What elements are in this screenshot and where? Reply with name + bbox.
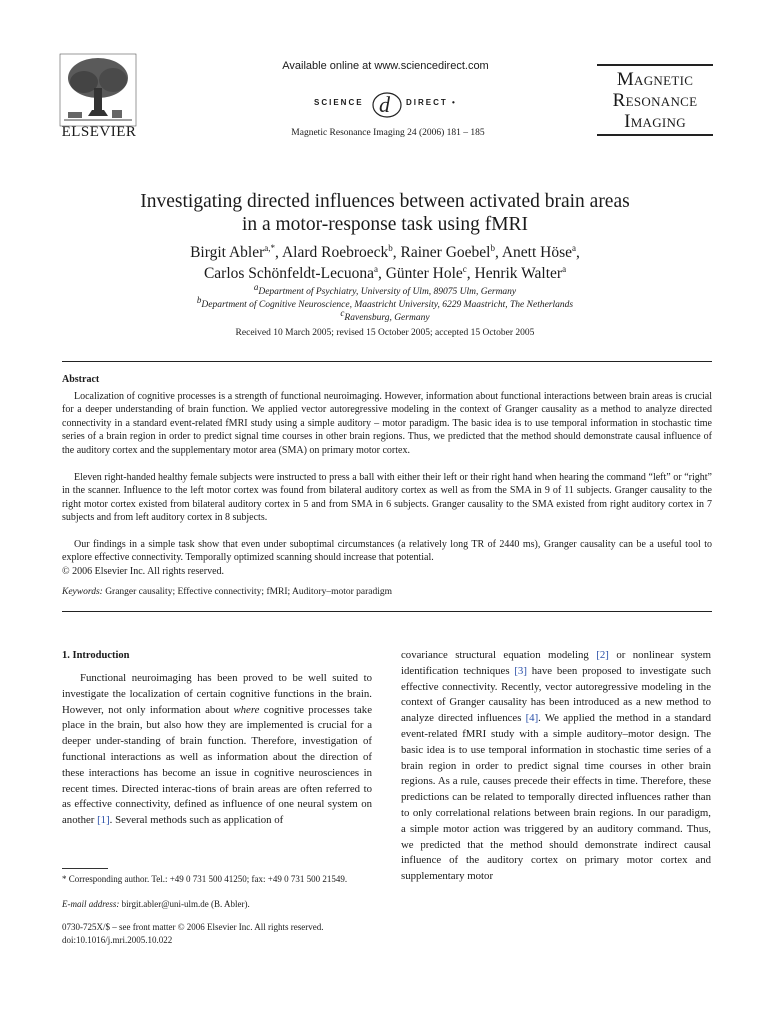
author-sup: a: [373, 263, 378, 274]
citation-link[interactable]: [4]: [525, 712, 539, 725]
author-sup: a: [562, 263, 567, 274]
affiliation: $^b$Department of Cognitive Neuroscience, Maastricht University, 6229 Maastricht, The Netherlands: [196, 294, 574, 310]
keywords-label: Keywords:: [62, 587, 103, 597]
intro-left-column: Functional neuroimaging has been proved to be well suited to investigate the localization of certain cognitive functions in the brain. However, not only information about where cognitive processes take place in the brain, but also how they are implemented is crucial for a deeper under-standing of brain function. Therefore, investigation of functional interactions as well as information about the direction of these interactions has become an issue in cognitive neurosciences in recent times. Directed interac-tions of brain areas are often referred to as effective connectivity, defined as influence of one neural system on another [1]. Several methods such as application of: [62, 672, 372, 827]
divider: [62, 361, 712, 362]
author-sup: c: [462, 263, 467, 274]
footnote-email: E-mail address: birgit.abler@uni-ulm.de (B. Abler).: [62, 899, 250, 909]
keywords-list: Granger causality; Effective connectivity; fMRI; Auditory–motor paradigm: [105, 587, 393, 597]
author-sup: b: [388, 242, 393, 253]
sciencedirect-logo[interactable]: [314, 88, 460, 120]
abstract-copyright: © 2006 Elsevier Inc. All rights reserved.: [62, 566, 225, 577]
sciencedirect-mark-icon: [370, 88, 404, 120]
journal-logo: [597, 64, 713, 136]
svg-text:d: d: [379, 92, 390, 117]
divider: [62, 611, 712, 612]
author-list: Birgit Abler$^{a,*}$, Alard Roebroeck$^b$, Rainer Goebel$^b$, Anett Höse$^a$, Carlos Schönfeldt-Lecuona$^a$, Günter Hole$^c$, Henrik Walter$^a$: [190, 242, 580, 282]
author-sup: a,*: [264, 242, 276, 253]
abstract-paragraph: Eleven right-handed healthy female subjects were instructed to press a ball with either their left or their right hand when hearing the command “left” or “right” in the scanner. Influence to the left motor cortex was found from bilateral auditory cortex as well as from the SMA in 9 of 11 subjects. Granger causality to the right motor cortex existed from bilateral auditory cortex in 5 and from SMA in 6 subjects. Granger causality to the SMA existed from right auditory cortex in 7 subjects and from left auditory cortex in 8 subjects.: [62, 472, 712, 524]
citation-link[interactable]: [2]: [596, 649, 609, 661]
abstract-paragraph: Our findings in a simple task show that even under suboptimal circumstances (a relatively long TR of 2440 ms), Granger causality can be a useful tool to explore effective connectivity. Temporally optimized scanning should increase that potential.: [62, 539, 712, 564]
available-online-link[interactable]: Available online at www.sciencedirect.com: [282, 60, 489, 72]
intro-right-column: covariance structural equation modeling [2] or nonlinear system identification techniques [3] have been proposed to investigate such effective connectivity. Recently, vector autoregressive modeling in the context of Granger causality has been introduced as a new method to analyze directed influences [4]. We applied the method in a standard event-related fMRI study with a simple auditory–motor design. The basic idea is to use temporal information in stochastic time series of a brain region in order to predict signal time courses in other brain regions. As a rule, causes precede their effects in time. Therefore, these predictions can be related to temporally directed influences rather than to only correlational relations between brain regions. In our paradigm, a simple motor action was triggered by an auditory command. Thus, we predicted that the method should demonstrate indirect causal influence of the auditory cortex on primary motor cortex and supplementary motor: [401, 649, 712, 883]
abstract-heading: Abstract: [62, 374, 100, 385]
author-name: Carlos Schönfeldt-Lecuona: [203, 265, 374, 282]
keywords: [62, 587, 392, 597]
abstract-paragraph: Localization of cognitive processes is a strength of functional neuroimaging. However, information about functional interactions between brain areas is crucial for a deeper understanding of brain function. We applied vector autoregressive modeling in the context of Granger causality as a method to analyze directed connectivity in a standard event-related fMRI study using a simple auditory – motor paradigm. The basic idea is to use temporal information in stochastic time series of a brain region in order to predict signal time courses in other brain regions. Thus, we predicted that the method should demonstrate causal influence of the auditory cortex and the supplementary motor area (SMA) on primary motor cortex.: [62, 391, 712, 456]
publisher-name: ELSEVIER: [61, 124, 137, 140]
issn-line: 0730-725X/$ – see front matter © 2006 Elsevier Inc. All rights reserved.: [62, 922, 324, 932]
author-name: Günter Hole: [385, 265, 463, 282]
elsevier-tree-logo: [58, 52, 138, 128]
received-dates: Received 10 March 2005; revised 15 October 2005; accepted 15 October 2005: [235, 328, 535, 338]
journal-reference: Magnetic Resonance Imaging 24 (2006) 181 – 185: [291, 128, 485, 138]
title-line: Investigating directed influences between activated brain areas: [140, 191, 630, 212]
author-name: Rainer Goebel: [400, 244, 491, 261]
title-line: in a motor-response task using fMRI: [241, 214, 529, 235]
journal-logo-line: Imaging: [624, 111, 686, 132]
journal-logo-line: Resonance: [612, 90, 698, 111]
section-heading: 1. Introduction: [62, 650, 130, 661]
footnote-divider: [62, 868, 108, 869]
doi-link[interactable]: doi:10.1016/j.mri.2005.10.022: [62, 935, 173, 945]
article-title: [90, 190, 680, 236]
citation-link[interactable]: [1]: [97, 814, 110, 827]
author-sup: a: [572, 242, 577, 253]
sd-right-word: DIRECT •: [406, 98, 457, 107]
journal-logo-line: Magnetic: [616, 69, 694, 90]
author-name: Henrik Walter: [474, 265, 563, 282]
author-name: Birgit Abler: [190, 244, 265, 261]
footnote-corresponding: * Corresponding author. Tel.: +49 0 731 500 41250; fax: +49 0 731 500 21549.: [62, 874, 348, 884]
author-sup: b: [490, 242, 495, 253]
affiliation: $^a$Department of Psychiatry, University of Ulm, 89075 Ulm, Germany: [253, 281, 517, 297]
affiliation: $^c$Ravensburg, Germany: [340, 307, 430, 323]
author-name: Anett Höse: [501, 244, 573, 261]
citation-link[interactable]: [3]: [514, 664, 527, 677]
author-name: Alard Roebroeck: [281, 244, 389, 261]
sd-left-word: SCIENCE: [314, 98, 364, 107]
